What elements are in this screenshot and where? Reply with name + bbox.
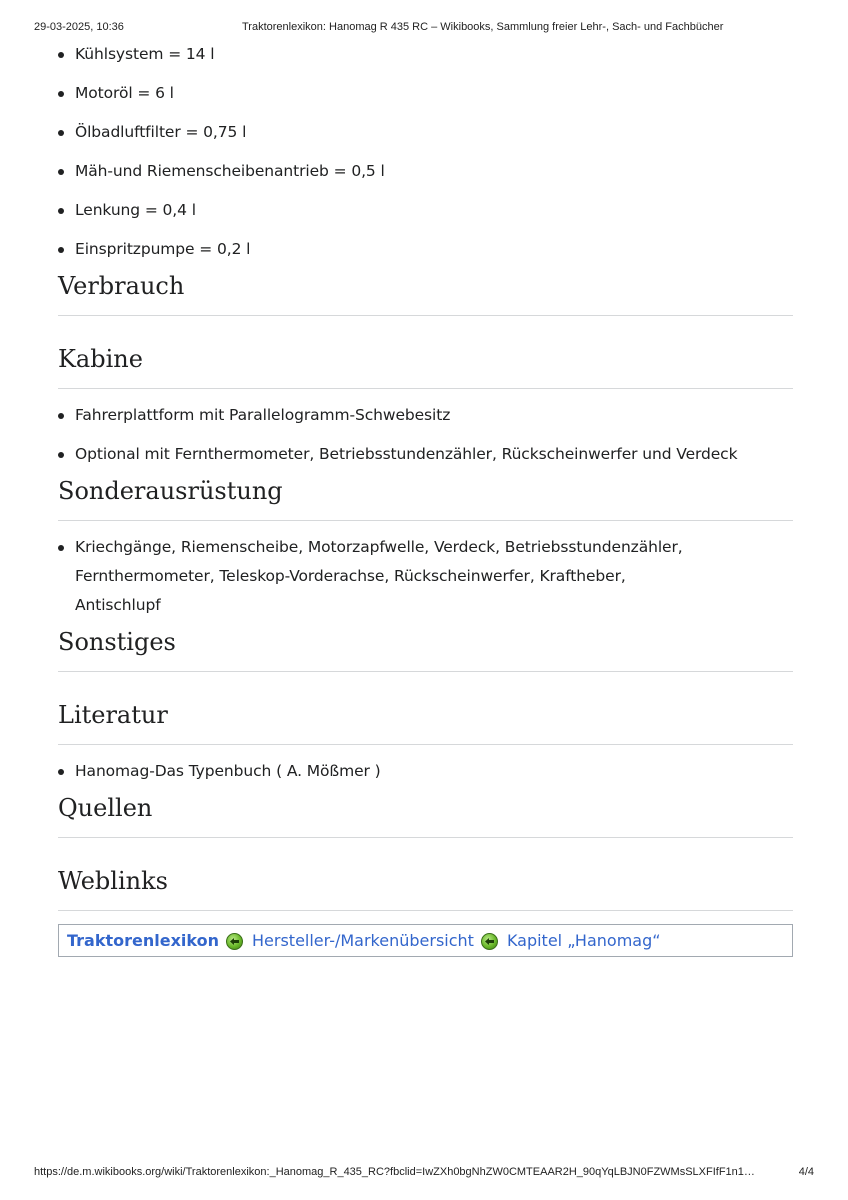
print-url: https://de.m.wikibooks.org/wiki/Traktorenlexikon:_Hanomag_R_435_RC?fbclid=IwZXh0bgNhZW0CMTEAAR2H_90qYqLBJN0FZWMsSLXFIfF1n1… — [34, 1166, 755, 1178]
navigation-box — [58, 924, 793, 957]
heading-verbrauch: Verbrauch — [58, 270, 793, 316]
kabine-list — [58, 401, 793, 469]
print-header — [34, 21, 814, 37]
fill-quantities-list — [58, 40, 793, 264]
list-item: Hanomag-Das Typenbuch ( A. Mößmer ) — [58, 757, 793, 786]
list-item: Fahrerplattform mit Parallelogramm-Schwebesitz — [58, 401, 793, 430]
article-content — [58, 40, 793, 957]
link-kapitel-hanomag[interactable]: Kapitel „Hanomag“ — [506, 931, 661, 950]
print-page-title: Traktorenlexikon: Hanomag R 435 RC – Wikibooks, Sammlung freier Lehr-, Sach- und Fachbücher — [242, 21, 724, 33]
list-item: Kriechgänge, Riemenscheibe, Motorzapfwelle, Verdeck, Betriebsstundenzähler, Fernthermometer, Teleskop-Vorderachse, Rückscheinwerfer, Kraftheber, Antischlupf — [58, 533, 715, 620]
page-number: 4/4 — [798, 1166, 814, 1178]
heading-sonderausruestung: Sonderausrüstung — [58, 475, 793, 521]
list-item: Kühlsystem = 14 l — [58, 40, 793, 69]
heading-kabine: Kabine — [58, 343, 793, 389]
sonderausruestung-list — [58, 533, 793, 620]
list-item: Motoröl = 6 l — [58, 79, 793, 108]
heading-literatur: Literatur — [58, 699, 793, 745]
list-item: Ölbadluftfilter = 0,75 l — [58, 118, 793, 147]
heading-weblinks: Weblinks — [58, 865, 793, 911]
link-hersteller-uebersicht[interactable]: Hersteller-/Markenübersicht — [252, 931, 474, 950]
back-arrow-icon — [481, 933, 498, 950]
literatur-list — [58, 757, 793, 786]
list-item: Optional mit Fernthermometer, Betriebsstundenzähler, Rückscheinwerfer und Verdeck — [58, 440, 793, 469]
link-traktorenlexikon[interactable]: Traktorenlexikon — [67, 931, 219, 950]
list-item: Einspritzpumpe = 0,2 l — [58, 235, 793, 264]
list-item: Mäh-und Riemenscheibenantrieb = 0,5 l — [58, 157, 793, 186]
heading-sonstiges: Sonstiges — [58, 626, 793, 672]
back-arrow-icon — [226, 933, 243, 950]
print-datetime: 29-03-2025, 10:36 — [34, 21, 124, 33]
heading-quellen: Quellen — [58, 792, 793, 838]
list-item: Lenkung = 0,4 l — [58, 196, 793, 225]
print-footer — [34, 1166, 814, 1182]
